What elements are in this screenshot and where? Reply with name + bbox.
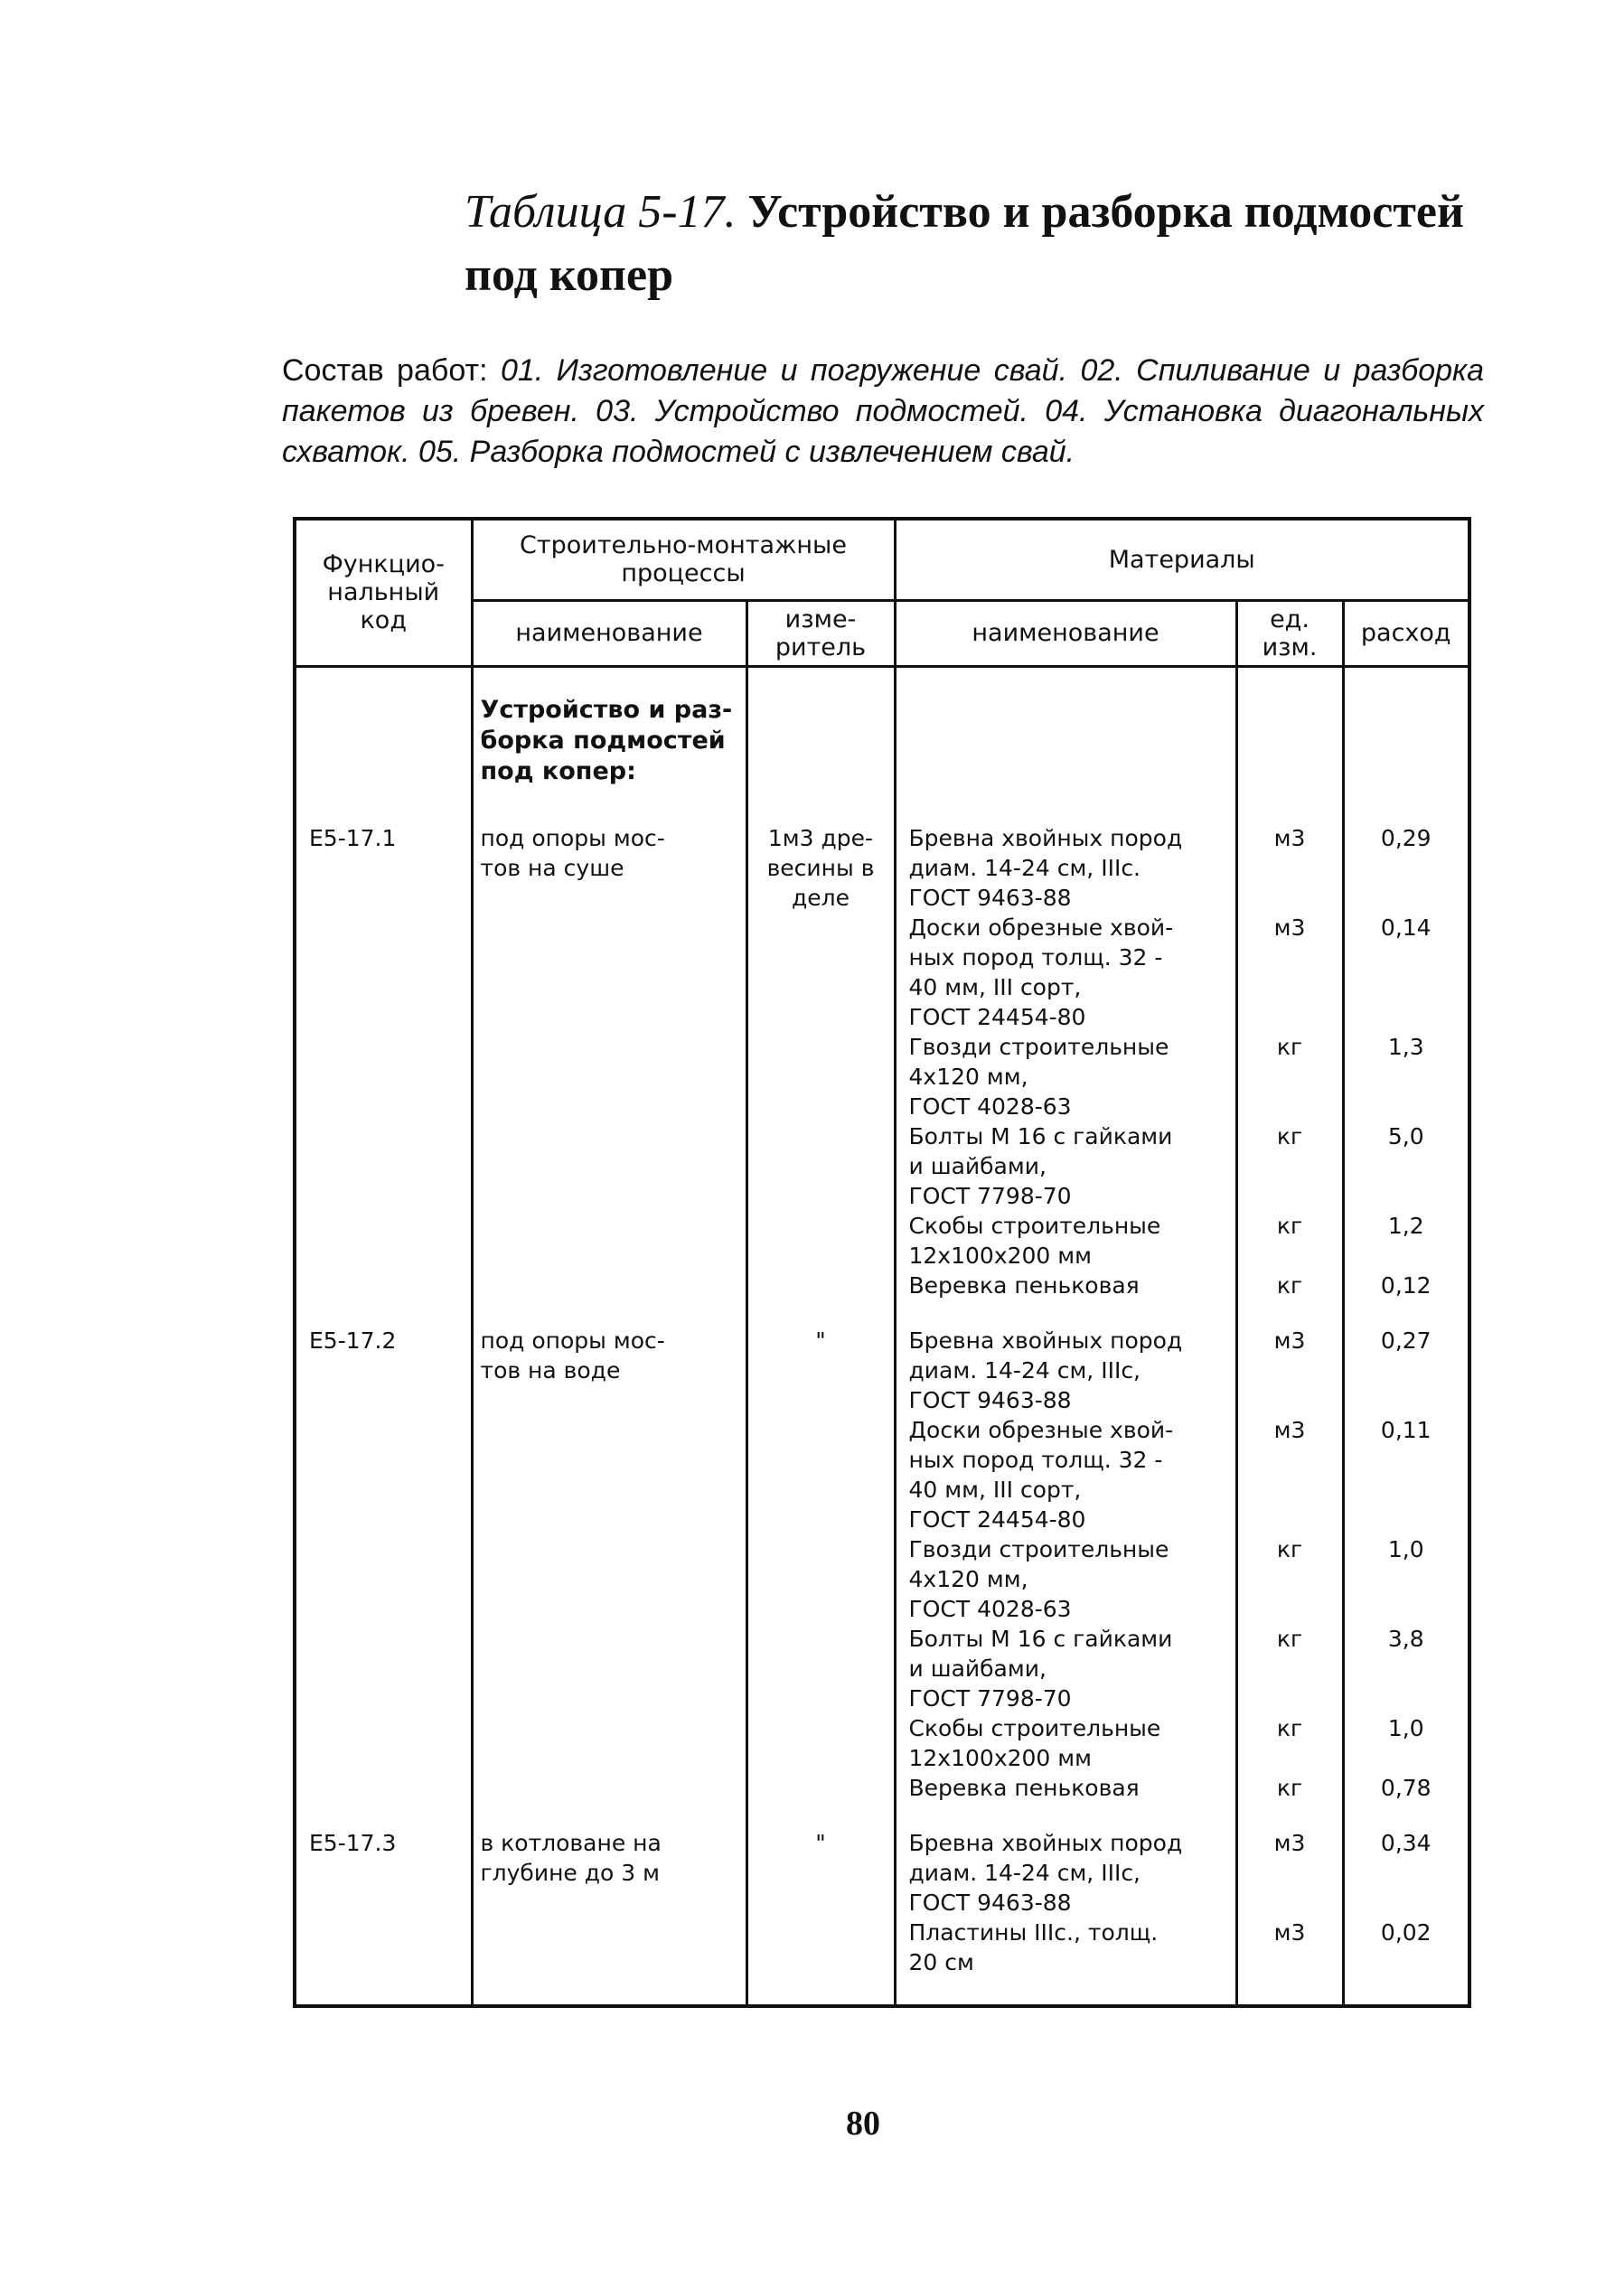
- section-heading-row: [295, 666, 1469, 823]
- page-number: 80: [846, 2105, 880, 2143]
- group-gap: [295, 1803, 1469, 1828]
- row-code: [295, 1415, 472, 1534]
- table-row: [295, 1918, 1469, 1977]
- header-process-meter: изме- ритель: [746, 600, 895, 666]
- row-meter: 1м3 дре- весины в деле: [746, 823, 895, 913]
- table-row: [295, 1211, 1469, 1271]
- work-composition-body: 01. Изготовление и погружение свай. 02. Спиливание и разборка пакетов из бревен. 03. Устройство подмостей. 04. Установка диагональных схваток. 05. Разборка подмостей с извлечением свай.: [282, 353, 1484, 469]
- row-process: [472, 1713, 746, 1773]
- row-code: Е5-17.2: [295, 1326, 472, 1415]
- header-functional-code: Функцио- нальный код: [295, 519, 472, 666]
- row-consumption: 1,3: [1343, 1032, 1469, 1121]
- row-meter: [746, 1773, 895, 1803]
- row-code: Е5-17.1: [295, 823, 472, 913]
- row-consumption: 0,27: [1343, 1326, 1469, 1415]
- row-meter: ": [746, 1326, 895, 1415]
- row-unit: кг: [1236, 1032, 1343, 1121]
- table-row: [295, 1713, 1469, 1773]
- row-unit: м3: [1236, 1326, 1343, 1415]
- group-gap: [295, 1300, 1469, 1326]
- table-title: [465, 181, 1504, 307]
- table-row: [295, 1032, 1469, 1121]
- row-meter: [746, 1918, 895, 1977]
- row-code: [295, 913, 472, 1032]
- row-material: Веревка пеньковая: [895, 1271, 1236, 1300]
- row-material: Гвозди строительные 4х120 мм, ГОСТ 4028-63: [895, 1032, 1236, 1121]
- row-consumption: 0,34: [1343, 1828, 1469, 1918]
- row-unit: кг: [1236, 1624, 1343, 1713]
- row-meter: [746, 1713, 895, 1773]
- row-consumption: 0,29: [1343, 823, 1469, 913]
- row-material: Скобы строительные 12х100х200 мм: [895, 1211, 1236, 1271]
- row-meter: [746, 1415, 895, 1534]
- row-meter: [746, 1032, 895, 1121]
- header-unit: ед. изм.: [1236, 600, 1343, 666]
- row-consumption: 0,14: [1343, 913, 1469, 1032]
- row-unit: кг: [1236, 1534, 1343, 1624]
- row-process: [472, 1918, 746, 1977]
- table-row: [295, 1534, 1469, 1624]
- row-process: [472, 1624, 746, 1713]
- row-process: под опоры мос- тов на воде: [472, 1326, 746, 1415]
- row-code: [295, 1534, 472, 1624]
- row-unit: кг: [1236, 1121, 1343, 1211]
- row-unit: м3: [1236, 1918, 1343, 1977]
- row-material: Доски обрезные хвой- ных пород толщ. 32 - 40 мм, III сорт, ГОСТ 24454-80: [895, 1415, 1236, 1534]
- table-row: [295, 1773, 1469, 1803]
- table-end-spacer: [295, 1977, 1469, 2006]
- row-process: [472, 1121, 746, 1211]
- row-material: Пластины IIIс., толщ. 20 см: [895, 1918, 1236, 1977]
- row-meter: [746, 1271, 895, 1300]
- row-unit: м3: [1236, 823, 1343, 913]
- row-consumption: 1,0: [1343, 1713, 1469, 1773]
- row-code: [295, 1121, 472, 1211]
- norms-table: [293, 517, 1471, 2008]
- table-title-text: Устройство и разборка подмостей под копер: [465, 186, 1464, 301]
- row-material: Доски обрезные хвой- ных пород толщ. 32 - 40 мм, III сорт, ГОСТ 24454-80: [895, 913, 1236, 1032]
- table-number-label: Таблица 5-17.: [465, 186, 737, 238]
- row-material: Бревна хвойных пород диам. 14-24 см, IIIс. ГОСТ 9463-88: [895, 823, 1236, 913]
- row-code: [295, 1918, 472, 1977]
- row-unit: кг: [1236, 1271, 1343, 1300]
- row-code: [295, 1624, 472, 1713]
- row-process: [472, 1211, 746, 1271]
- table-row: [295, 1326, 1469, 1415]
- row-consumption: 5,0: [1343, 1121, 1469, 1211]
- row-unit: кг: [1236, 1211, 1343, 1271]
- row-consumption: 0,12: [1343, 1271, 1469, 1300]
- row-unit: м3: [1236, 913, 1343, 1032]
- row-material: Гвозди строительные 4х120 мм, ГОСТ 4028-63: [895, 1534, 1236, 1624]
- table-row: [295, 823, 1469, 913]
- work-composition: [282, 351, 1484, 473]
- row-meter: [746, 1211, 895, 1271]
- row-material: Бревна хвойных пород диам. 14-24 см, IIIс, ГОСТ 9463-88: [895, 1828, 1236, 1918]
- row-material: Бревна хвойных пород диам. 14-24 см, IIIс, ГОСТ 9463-88: [895, 1326, 1236, 1415]
- table-header: [295, 519, 1469, 666]
- row-consumption: 0,02: [1343, 1918, 1469, 1977]
- table-row: [295, 1271, 1469, 1300]
- row-meter: ": [746, 1828, 895, 1918]
- row-code: [295, 1271, 472, 1300]
- header-process-name: наименование: [472, 600, 746, 666]
- row-process: [472, 1415, 746, 1534]
- row-meter: [746, 1121, 895, 1211]
- row-process: [472, 1534, 746, 1624]
- row-code: [295, 1773, 472, 1803]
- row-consumption: 1,2: [1343, 1211, 1469, 1271]
- row-material: Скобы строительные 12х100х200 мм: [895, 1713, 1236, 1773]
- row-process: [472, 913, 746, 1032]
- row-material: Болты М 16 с гайками и шайбами, ГОСТ 7798-70: [895, 1121, 1236, 1211]
- row-unit: кг: [1236, 1773, 1343, 1803]
- row-consumption: 0,78: [1343, 1773, 1469, 1803]
- table-row: [295, 1624, 1469, 1713]
- section-heading: Устройство и раз- борка подмостей под копер:: [472, 666, 746, 823]
- row-meter: [746, 1624, 895, 1713]
- table-row: [295, 913, 1469, 1032]
- row-meter: [746, 913, 895, 1032]
- row-process: [472, 1773, 746, 1803]
- header-consumption: расход: [1343, 600, 1469, 666]
- row-code: Е5-17.3: [295, 1828, 472, 1918]
- row-process: [472, 1032, 746, 1121]
- row-consumption: 0,11: [1343, 1415, 1469, 1534]
- row-code: [295, 1032, 472, 1121]
- row-meter: [746, 1534, 895, 1624]
- row-unit: кг: [1236, 1713, 1343, 1773]
- row-process: под опоры мос- тов на суше: [472, 823, 746, 913]
- row-code: [295, 1211, 472, 1271]
- header-materials: Материалы: [895, 519, 1469, 600]
- row-material: Болты М 16 с гайками и шайбами, ГОСТ 7798-70: [895, 1624, 1236, 1713]
- work-composition-lead: Состав работ:: [282, 353, 488, 388]
- table-row: [295, 1121, 1469, 1211]
- row-process: [472, 1271, 746, 1300]
- row-unit: м3: [1236, 1828, 1343, 1918]
- row-unit: м3: [1236, 1415, 1343, 1534]
- row-consumption: 1,0: [1343, 1534, 1469, 1624]
- header-material-name: наименование: [895, 600, 1236, 666]
- table-row: [295, 1415, 1469, 1534]
- row-material: Веревка пеньковая: [895, 1773, 1236, 1803]
- row-consumption: 3,8: [1343, 1624, 1469, 1713]
- table-row: [295, 1828, 1469, 1918]
- table-body: [295, 666, 1469, 2006]
- header-processes: Строительно-монтажные процессы: [472, 519, 895, 600]
- row-code: [295, 1713, 472, 1773]
- row-process: в котловане на глубине до 3 м: [472, 1828, 746, 1918]
